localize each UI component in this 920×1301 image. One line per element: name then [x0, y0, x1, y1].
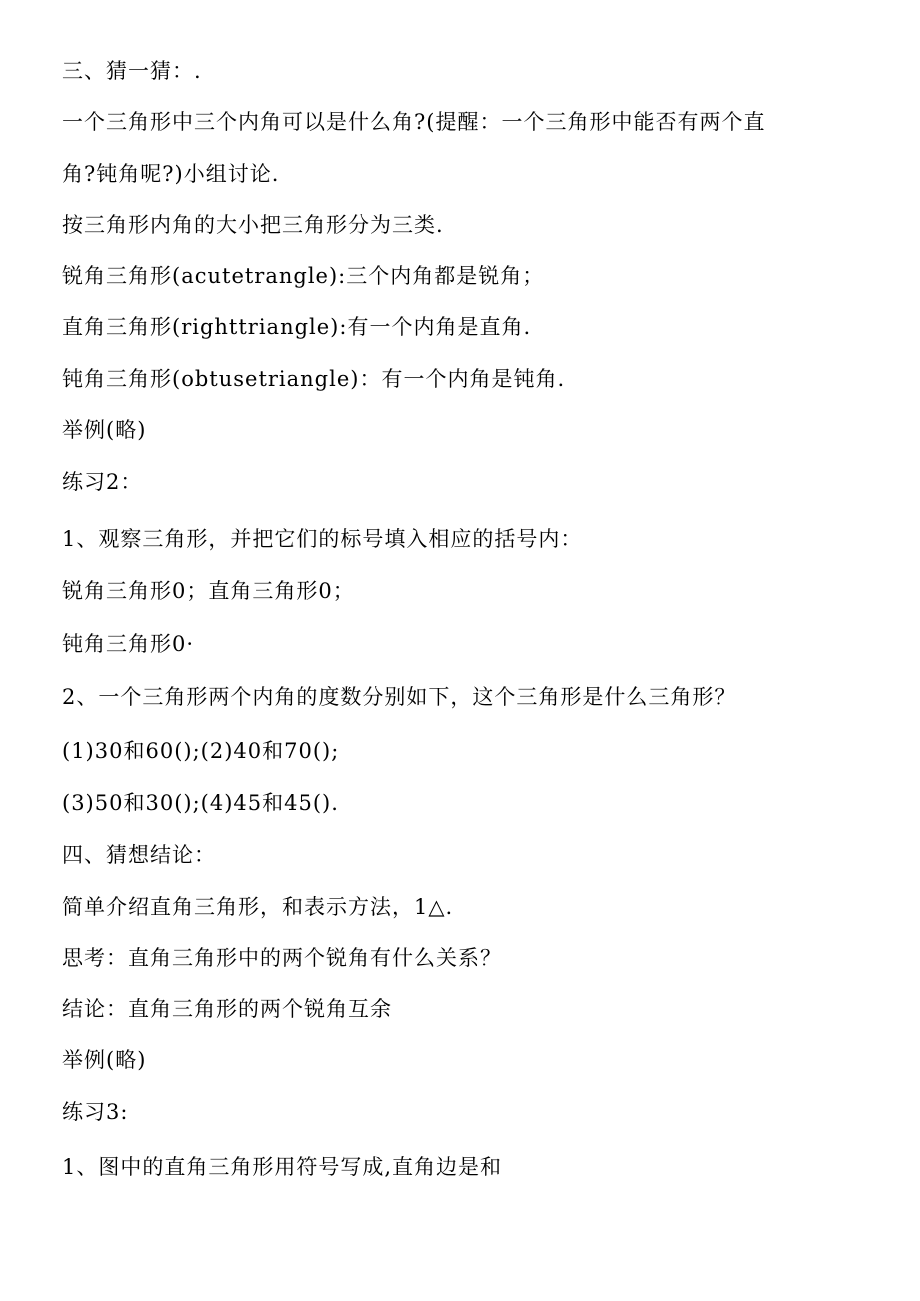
definition-right-triangle: 直角三角形(righttriangle):有一个内角是直角. [62, 315, 532, 339]
exercise-2-question-1: 1、观察三角形，并把它们的标号填入相应的括号内： [62, 527, 583, 551]
paragraph-classification: 按三角形内角的大小把三角形分为三类. [62, 213, 444, 237]
paragraph-right-triangle-intro: 简单介绍直角三角形，和表示方法，1△. [62, 895, 454, 919]
example-omitted-2: 举例(略) [62, 1048, 147, 1072]
paragraph-question-line-2: 角?钝角呢?)小组讨论. [62, 162, 280, 186]
definition-obtuse-triangle: 钝角三角形(obtusetriangle)：有一个内角是钝角. [62, 367, 566, 391]
exercise-2-items-1-2: (1)30和60();(2)40和70(); [62, 739, 340, 763]
example-omitted-1: 举例(略) [62, 418, 147, 442]
exercise-2-heading: 练习2： [62, 470, 143, 494]
definition-acute-triangle: 锐角三角形(acutetrangle):三个内角都是锐角； [62, 264, 545, 288]
paragraph-conclusion: 结论：直角三角形的两个锐角互余 [62, 997, 392, 1021]
paragraph-question-line-1: 一个三角形中三个内角可以是什么角?(提醒：一个三角形中能否有两个直 [62, 110, 766, 134]
section-heading-guess: 三、猜一猜：. [62, 59, 202, 83]
exercise-2-items-3-4: (3)50和30();(4)45和45(). [62, 791, 339, 815]
exercise-2-question-2: 2、一个三角形两个内角的度数分别如下，这个三角形是什么三角形？ [62, 685, 737, 709]
exercise-3-heading: 练习3: [62, 1100, 129, 1124]
exercise-2-acute-right-blank: 锐角三角形0；直角三角形0； [62, 579, 355, 603]
exercise-2-obtuse-blank: 钝角三角形0· [62, 632, 195, 656]
section-heading-conjecture: 四、猜想结论： [62, 843, 216, 867]
paragraph-think: 思考：直角三角形中的两个锐角有什么关系？ [62, 946, 502, 970]
exercise-3-question-1: 1、图中的直角三角形用符号写成,直角边是和 [62, 1155, 503, 1179]
